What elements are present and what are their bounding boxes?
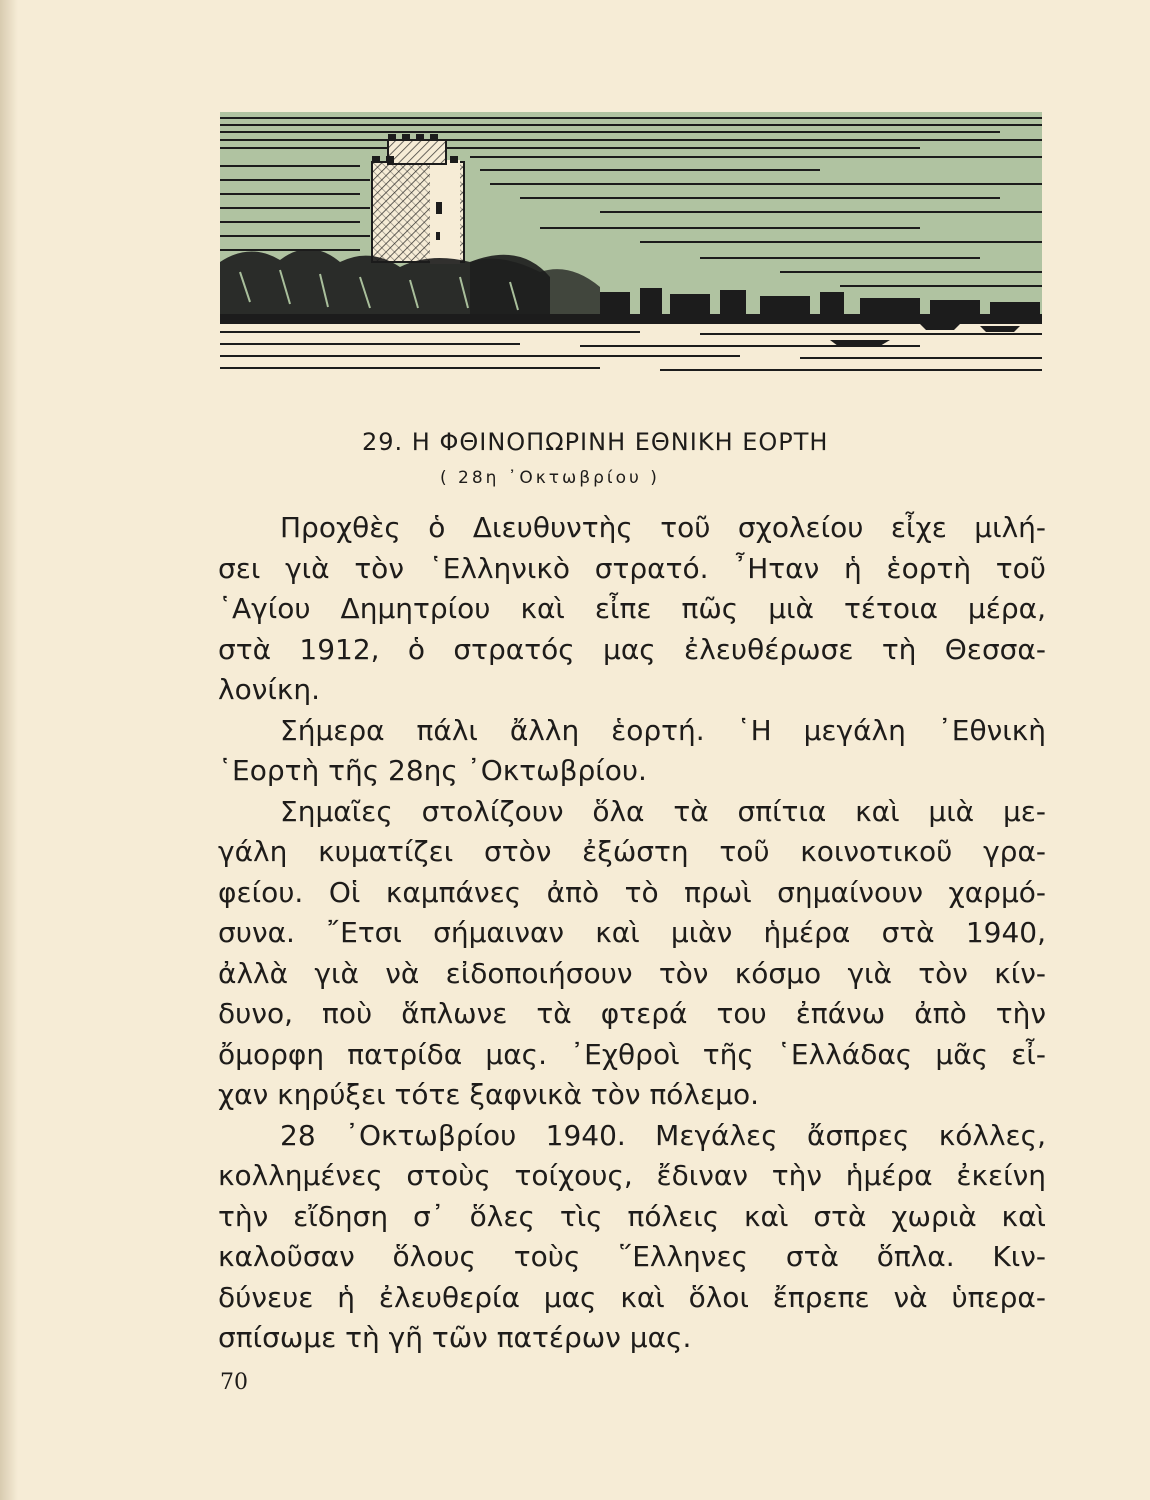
body-text [218,508,1046,1359]
text-line: κολλημένες στοὺς τοίχους, ἔδιναν τὴν ἡμέρα ἐκείνη [218,1159,1046,1192]
text-line: δυνο, ποὺ ἅπλωνε τὰ φτερά του ἐπάνω ἀπὸ τὴν [218,997,1046,1030]
text-line: Σημαῖες στολίζουν ὅλα τὰ σπίτια καὶ μιὰ με- [280,794,1046,828]
text-line: 28 ᾿Οκτωβρίου 1940. Μεγάλες ἄσπρες κόλλες, [280,1118,1046,1152]
text-line: ῾Εορτὴ τῆς 28ης ᾿Οκτωβρίου. [218,754,647,787]
text-line: φείου. Οἱ καμπάνες ἀπὸ τὸ πρωὶ σημαίνουν χαρμό- [218,875,1046,909]
text-line: Προχθὲς ὁ Διευθυντὴς τοῦ σχολείου εἶχε μιλή- [280,511,1046,544]
text-line: τὴν εἴδηση σ᾿ ὅλες τὶς πόλεις καὶ στὰ χωριὰ καὶ [218,1199,1046,1233]
text-line: γάλη κυματίζει στὸν ἐξώστη τοῦ κοινοτικοῦ γρα- [218,835,1046,868]
text-line: ῾Αγίου Δημητρίου καὶ εἶπε πῶς μιὰ τέτοια μέρα, [218,592,1046,625]
text-line: καλοῦσαν ὅλους τοὺς ῞Ελληνες στὰ ὅπλα. Κιν- [218,1240,1046,1273]
text-line: συνα. ῎Ετσι σήμαιναν καὶ μιὰν ἡμέρα στὰ 1940, [218,916,1046,949]
text-line: σει γιὰ τὸν ῾Ελληνικὸ στρατό. ῏Ηταν ἡ ἑορτὴ τοῦ [218,551,1046,585]
text-line: χαν κηρύξει τότε ξαφνικὰ τὸν πόλεμο. [218,1078,759,1111]
page-number: 70 [220,1370,248,1395]
chapter-subtitle: ( 28η ᾿Οκτωβρίου ) [440,468,660,488]
page-binding-shadow [0,0,18,1500]
text-line: Σήμερα πάλι ἄλλη ἑορτή. ῾Η μεγάλη ᾿Εθνικὴ [280,713,1046,747]
white-tower-of-thessaloniki-icon [220,112,1042,380]
text-line: ὄμορφη πατρίδα μας. ᾿Εχθροὶ τῆς ῾Ελλάδας μᾶς εἶ- [218,1037,1046,1071]
chapter-title: 29. Η ΦΘΙΝΟΠΩΡΙΝΗ ΕΘΝΙΚΗ ΕΟΡΤΗ [362,428,829,456]
text-line: ἀλλὰ γιὰ νὰ εἰδοποιήσουν τὸν κόσμο γιὰ τὸν κίν- [218,956,1046,990]
text-line: σπίσωμε τὴ γῆ τῶν πατέρων μας. [218,1321,692,1354]
white-tower-illustration [220,112,1042,380]
text-line: λονίκη. [218,673,320,706]
text-line: στὰ 1912, ὁ στρατός μας ἐλευθέρωσε τὴ Θεσσα- [218,632,1046,666]
text-line: δύνευε ἡ ἐλευθερία μας καὶ ὅλοι ἔπρεπε νὰ ὑπερα- [218,1280,1046,1314]
